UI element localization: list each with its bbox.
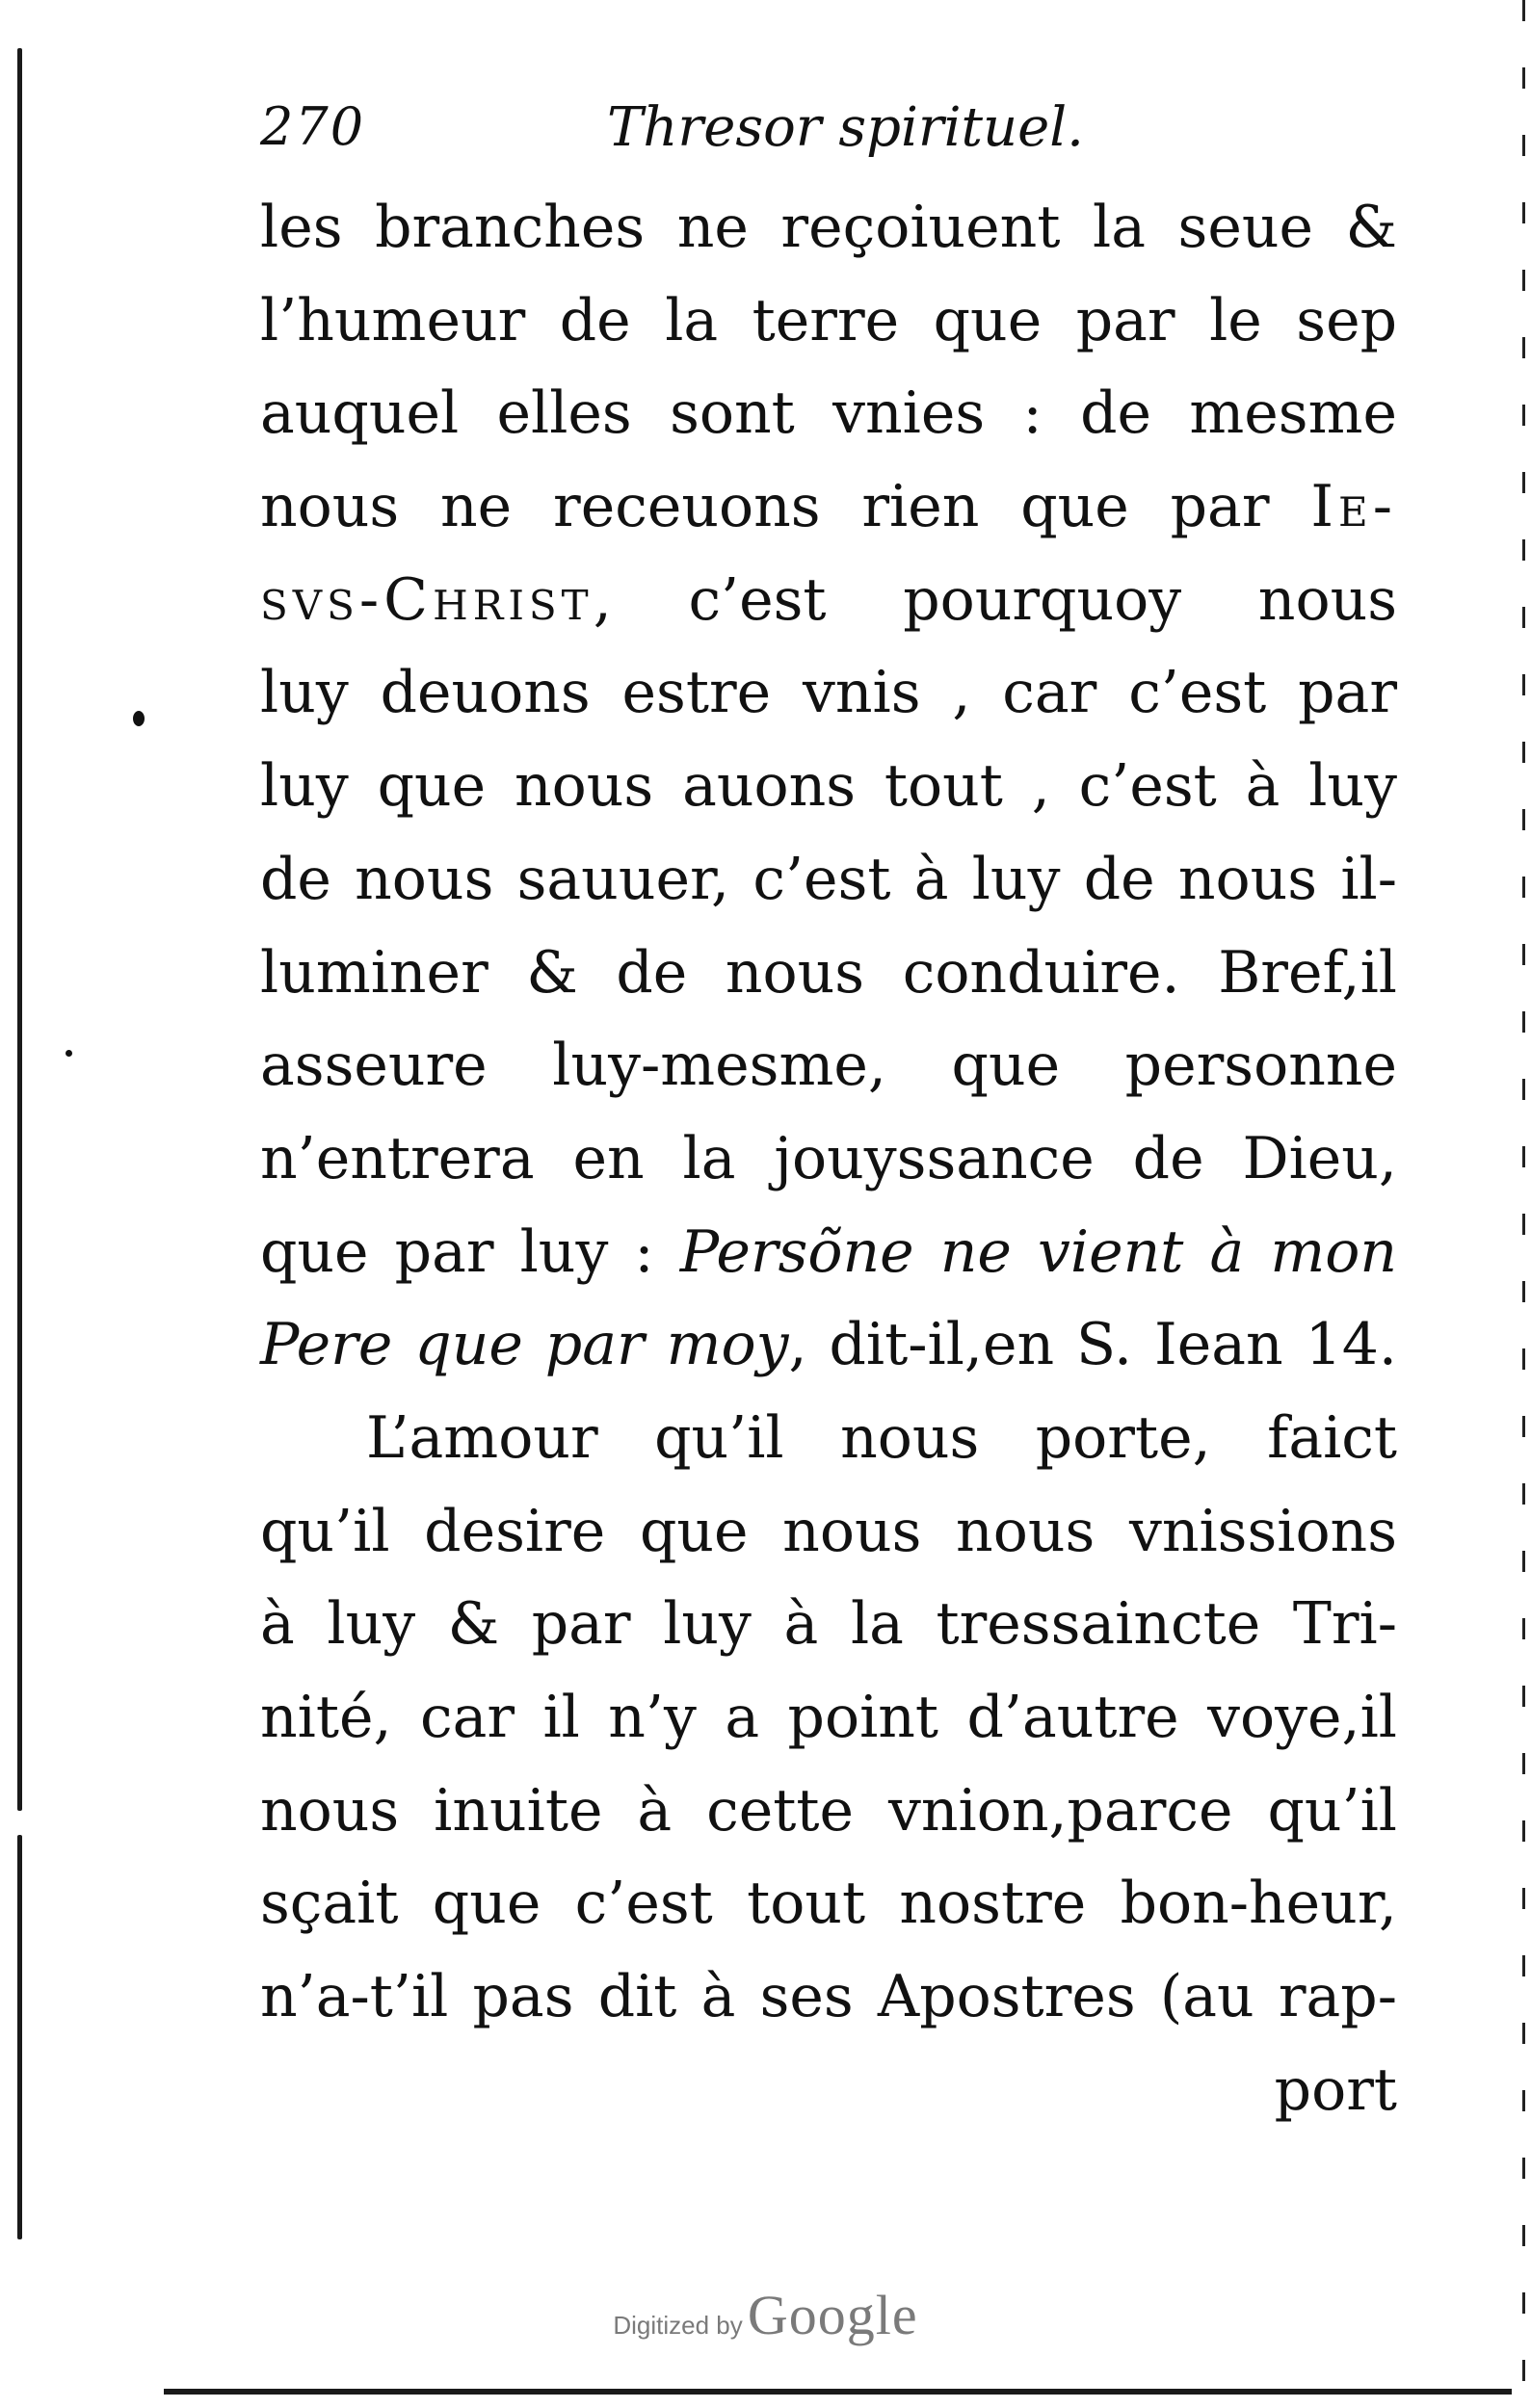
ink-speck bbox=[133, 711, 145, 726]
small-caps-name: svs- bbox=[260, 565, 384, 634]
text-line: nous inuite à cette vnion,parce qu’il bbox=[260, 1776, 1397, 1845]
text-line: à luy & par luy à la tressaincte Tri- bbox=[260, 1590, 1397, 1659]
text-line: luminer & de nous conduire. Bref,il bbox=[260, 938, 1397, 1007]
text-segment: , c’est pourquoy nous bbox=[593, 565, 1397, 634]
page-header bbox=[260, 96, 1224, 164]
text-line: de nous sauuer, c’est à luy de nous il- bbox=[260, 845, 1397, 913]
gutter-shadow-line-lower bbox=[17, 1835, 22, 2239]
gutter-shadow-line bbox=[17, 48, 22, 1811]
page-number: 270 bbox=[260, 96, 366, 157]
text-line bbox=[260, 1298, 1397, 1392]
running-title: Thresor spirituel. bbox=[607, 96, 1084, 159]
text-segment: nous ne receuons rien que par bbox=[260, 473, 1311, 541]
digitized-by-label: Digitized by bbox=[613, 2311, 743, 2340]
text-line: n’a-t’il pas dit à ses Apostres (au rap- bbox=[260, 1963, 1397, 2031]
text-line: nité, car il n’y a point d’autre voye,il bbox=[260, 1684, 1397, 1751]
text-line: auquel elles sont vnies : de mesme bbox=[260, 380, 1397, 448]
text-line: n’entrera en la jouyssance de Dieu, bbox=[260, 1124, 1397, 1192]
text-line bbox=[260, 554, 1397, 647]
text-line: qu’il desire que nous nous vnissions bbox=[260, 1497, 1397, 1565]
bottom-edge-rule bbox=[164, 2389, 1512, 2395]
text-line: les branches ne reçoiuent la seue & bbox=[260, 194, 1397, 261]
page-edge-marks bbox=[1522, 0, 1525, 2408]
text-line: asseure luy-mesme, que personne bbox=[260, 1032, 1397, 1100]
text-line: l’humeur de la terre que par le sep bbox=[260, 286, 1397, 354]
text-line: luy que nous auons tout , c’est à luy bbox=[260, 752, 1397, 821]
italic-quote: Pere que par moy bbox=[260, 1311, 789, 1379]
ink-speck bbox=[66, 1050, 72, 1057]
small-caps-name: Christ bbox=[383, 565, 594, 634]
text-line: sçait que c’est tout nostre bon-heur, bbox=[260, 1870, 1397, 1938]
body-text bbox=[260, 181, 1397, 2136]
text-line: luy deuons estre vnis , car c’est par bbox=[260, 659, 1397, 727]
text-segment: que par luy : bbox=[260, 1217, 680, 1286]
google-logo-text: Google bbox=[747, 2284, 918, 2346]
digitization-watermark bbox=[0, 2283, 1531, 2347]
paragraph-first-line: L’amour qu’il nous porte, faict bbox=[366, 1403, 1397, 1472]
italic-quote: Persõne ne vient à mon bbox=[679, 1217, 1397, 1286]
text-segment: , dit-il,en S. Iean 14. bbox=[788, 1311, 1397, 1379]
text-line bbox=[260, 1206, 1397, 1299]
text-line bbox=[260, 460, 1397, 554]
catchword: port bbox=[1274, 2055, 1397, 2124]
small-caps-name: Ie- bbox=[1310, 473, 1397, 541]
